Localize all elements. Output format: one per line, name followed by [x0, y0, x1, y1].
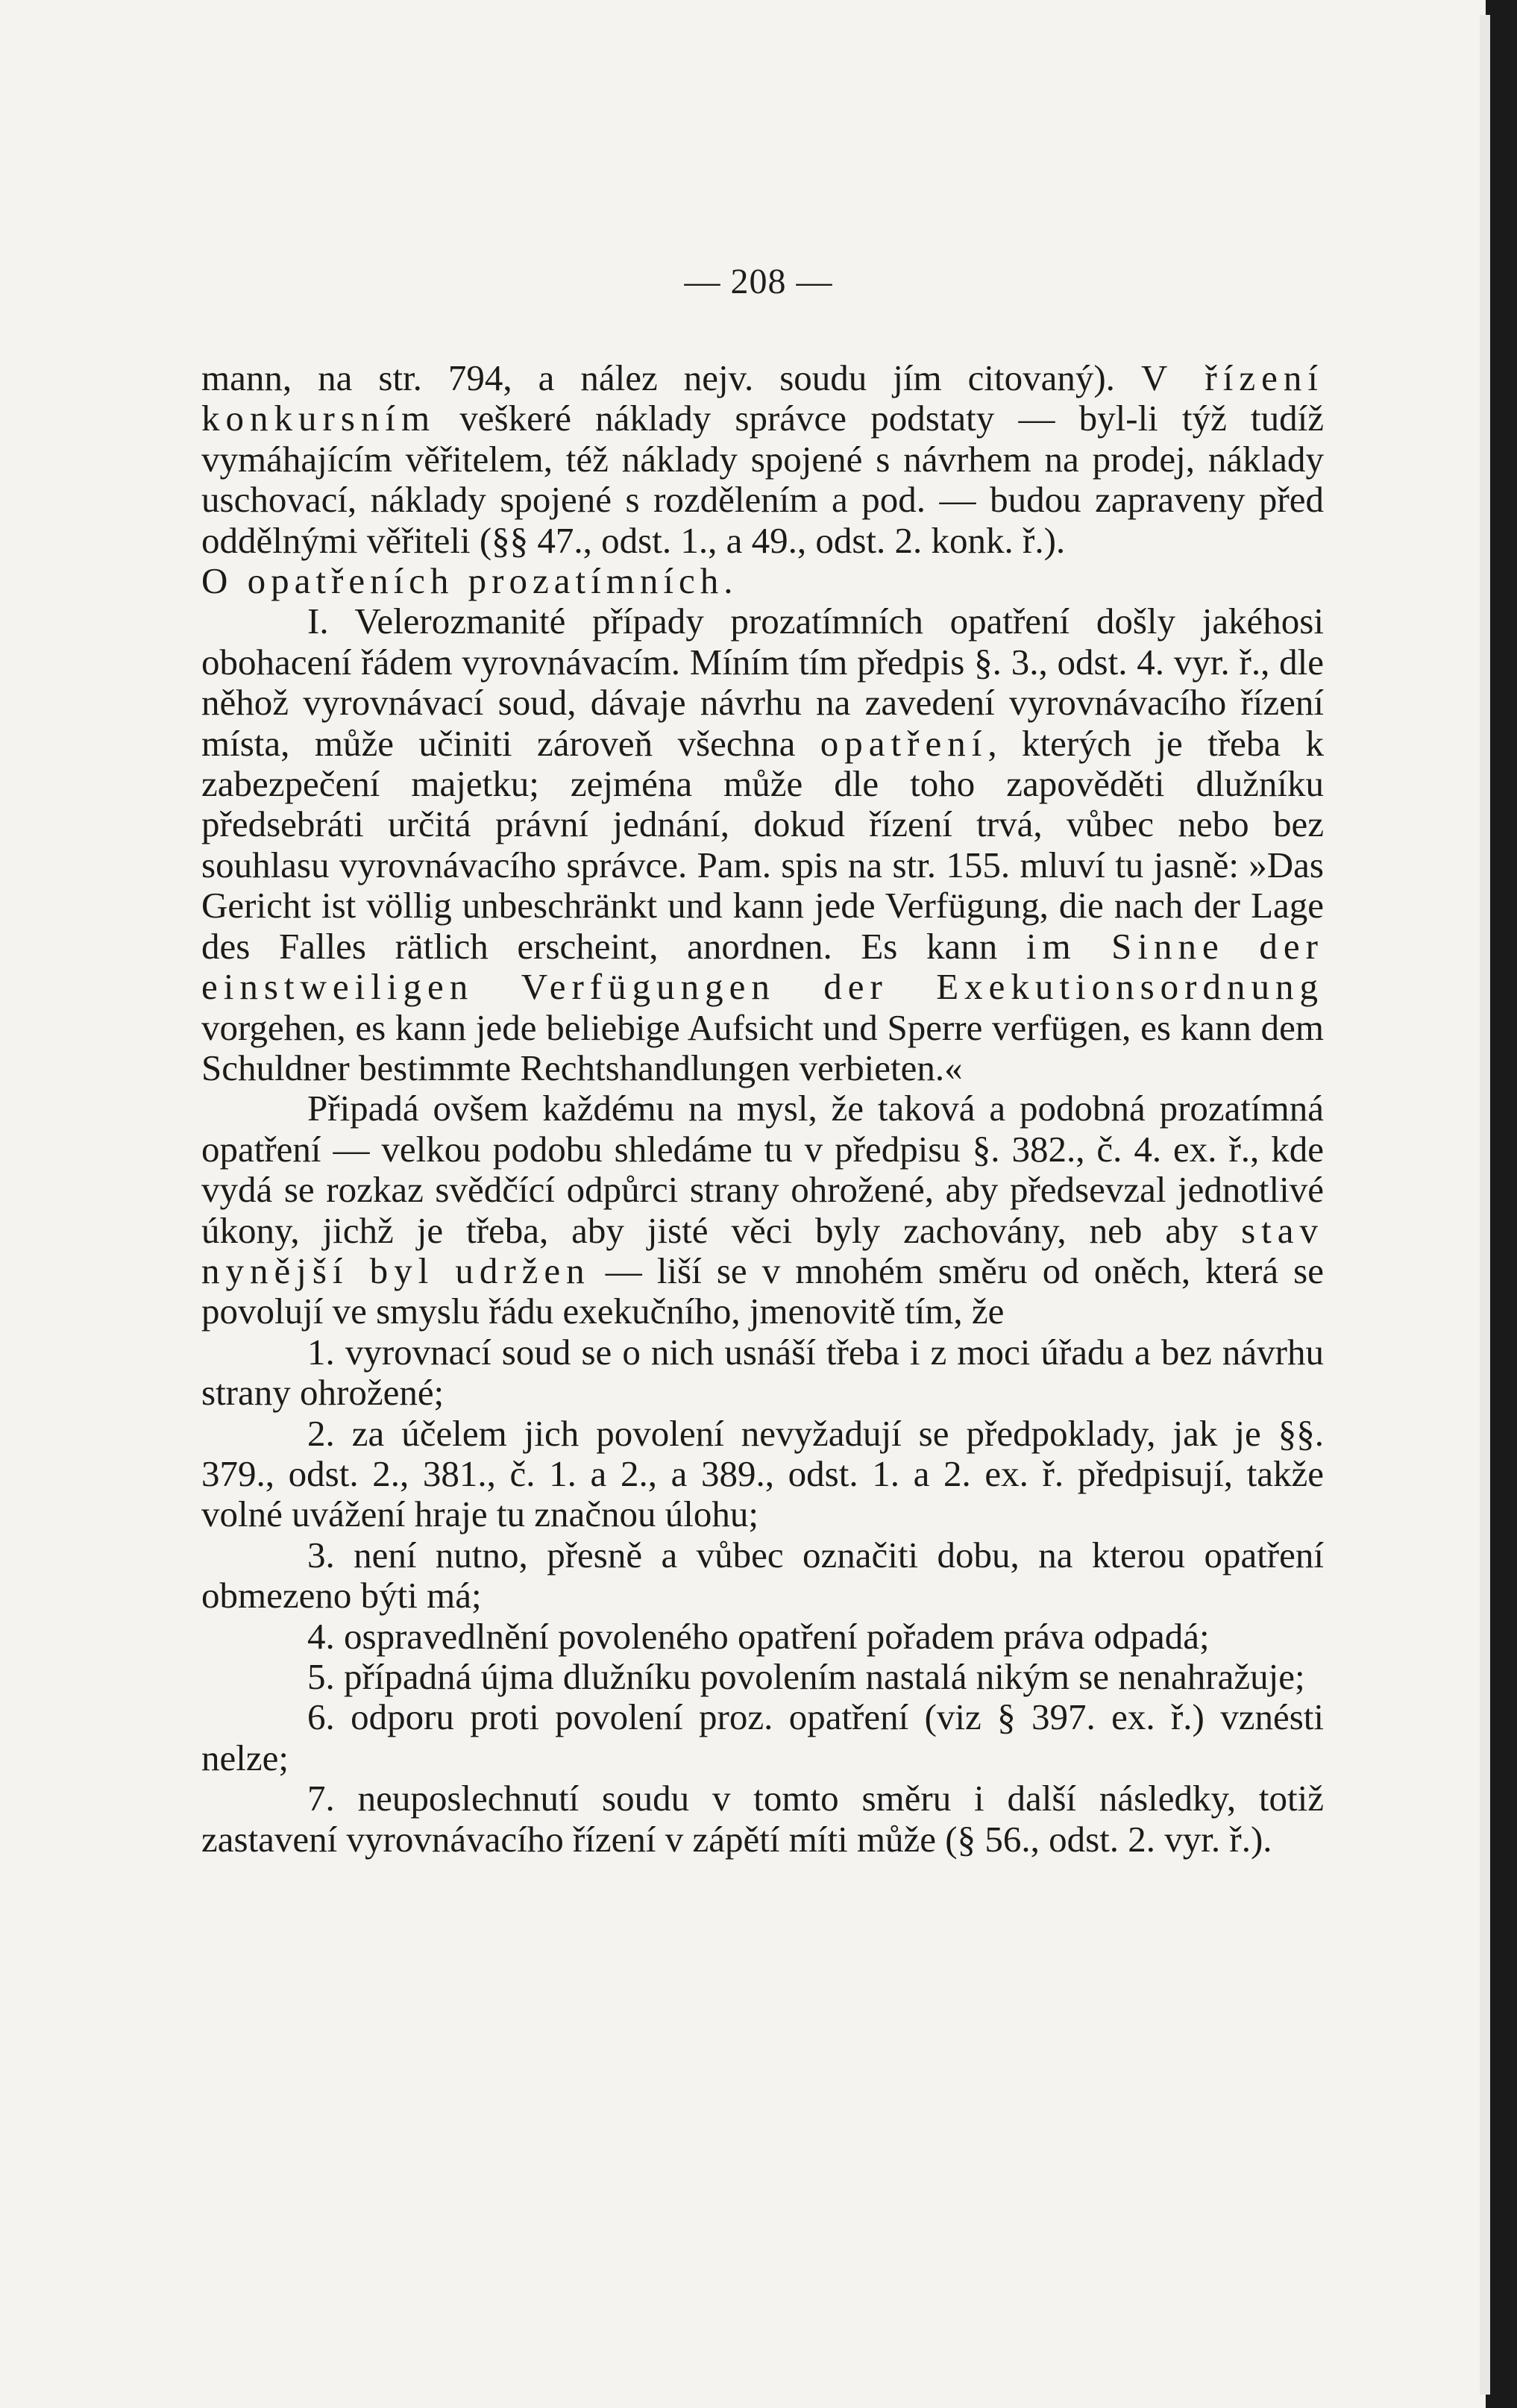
spaced-emphasis: im Sinne der einstweiligen Verfügungen der Exekutionsordnung [201, 925, 1324, 1008]
list-item-5: 5. případná újma dlužníku povolením nastalá nikým se nenahražuje; [307, 1656, 1305, 1697]
list-item-7: 7. neuposlechnutí soudu v tomto směru i další následky, totiž zastavení vyrovnávacího řízení v zápětí míti může (§ 56., odst. 2. vyr. ř.). [201, 1778, 1324, 1860]
page-body [201, 358, 1324, 1860]
list-item-6: 6. odporu proti povolení proz. opatření (viz § 397. ex. ř.) vznésti nelze; [201, 1696, 1324, 1778]
text-run: I. Velerozmanité případy prozatímních opatření došly jakéhosi obohacení řádem vyrovnávacím. Míním tím předpis §. 3., odst. 4. vyr. ř., dle něhož vyrovnávací soud, dávaje návrhu na zavedení vyrovnávacího řízení místa, může učiniti zároveň všechna [201, 601, 1324, 764]
page-number: — 208 — [684, 262, 833, 301]
intro-paragraph [201, 358, 1324, 561]
list-item-3: 3. není nutno, přesně a vůbec označiti dobu, na kterou opatření obmezeno býti má; [201, 1534, 1324, 1617]
list-item-4: 4. ospravedlnění povoleného opatření pořadem práva odpadá; [307, 1615, 1210, 1657]
section1-paragraph [201, 601, 1324, 1088]
text-run: — liší se v mnohém směru od oněch, která se povolují ve smyslu řádu exekučního, jmenovitě tím, že [201, 1250, 1324, 1332]
text-run: , kterých je třeba k zabezpečení majetku; zejména může dle toho zapověděti dlužníku předsebráti určitá právní jednání, dokud řízení trvá, vůbec nebo bez souhlasu vyrovnávacího správce. Pam. spis na str. 155. mluví tu jasně: »Das Gericht ist völlig unbeschränkt und kann jede Verfügung, die nach der Lage des Falles rätlich erscheint, anordnen. Es kann [201, 722, 1325, 967]
list-item-2: 2. za účelem jich povolení nevyžadují se předpoklady, jak je §§. 379., odst. 2., 381., č. 1. a 2., a 389., odst. 1. a 2. ex. ř. předpisují, takže volné uvážení hraje tu značnou úlohu; [201, 1412, 1324, 1535]
text-run: veškeré náklady správce podstaty — byl-li týž tudíž vymáhajícím věřitelem, též náklady spojené s návrhem na prodej, náklady uschovací, náklady spojené s rozdělením a pod. — budou zapraveny před oddělnými věřiteli (§§ 47., odst. 1., a 49., odst. 2. konk. ř.). [201, 398, 1324, 561]
spaced-emphasis: opatření [820, 722, 988, 764]
list-item-1: 1. vyrovnací soud se o nich usnáší třeba i z moci úřadu a bez návrhu strany ohrožené; [201, 1331, 1324, 1414]
text-run: vorgehen, es kann jede beliebige Aufsicht und Sperre verfügen, es kann dem Schuldner bestimmte Rechtshandlungen verbieten.« [201, 1006, 1324, 1088]
spaced-emphasis: V řízení konkursním [201, 357, 1325, 439]
text-run: mann, na str. 794, a nález nejv. soudu jím citovaný). [201, 357, 1141, 398]
paragraph-2 [201, 1088, 1324, 1332]
section-heading: O opatřeních prozatímních. [201, 560, 738, 602]
text-run: Připadá ovšem každému na mysl, že taková a podobná prozatímná opatření — velkou podobu shledáme tu v předpisu §. 382., č. 4. ex. ř., kde vydá se rozkaz svědčící odpůrci strany ohrožené, aby předsevzal jednotlivé úkony, jichž je třeba, aby jisté věci byly zachovány, neb aby [201, 1088, 1324, 1251]
spaced-emphasis: stav nynější byl udržen [201, 1209, 1324, 1291]
page-edge [1480, 15, 1490, 2395]
